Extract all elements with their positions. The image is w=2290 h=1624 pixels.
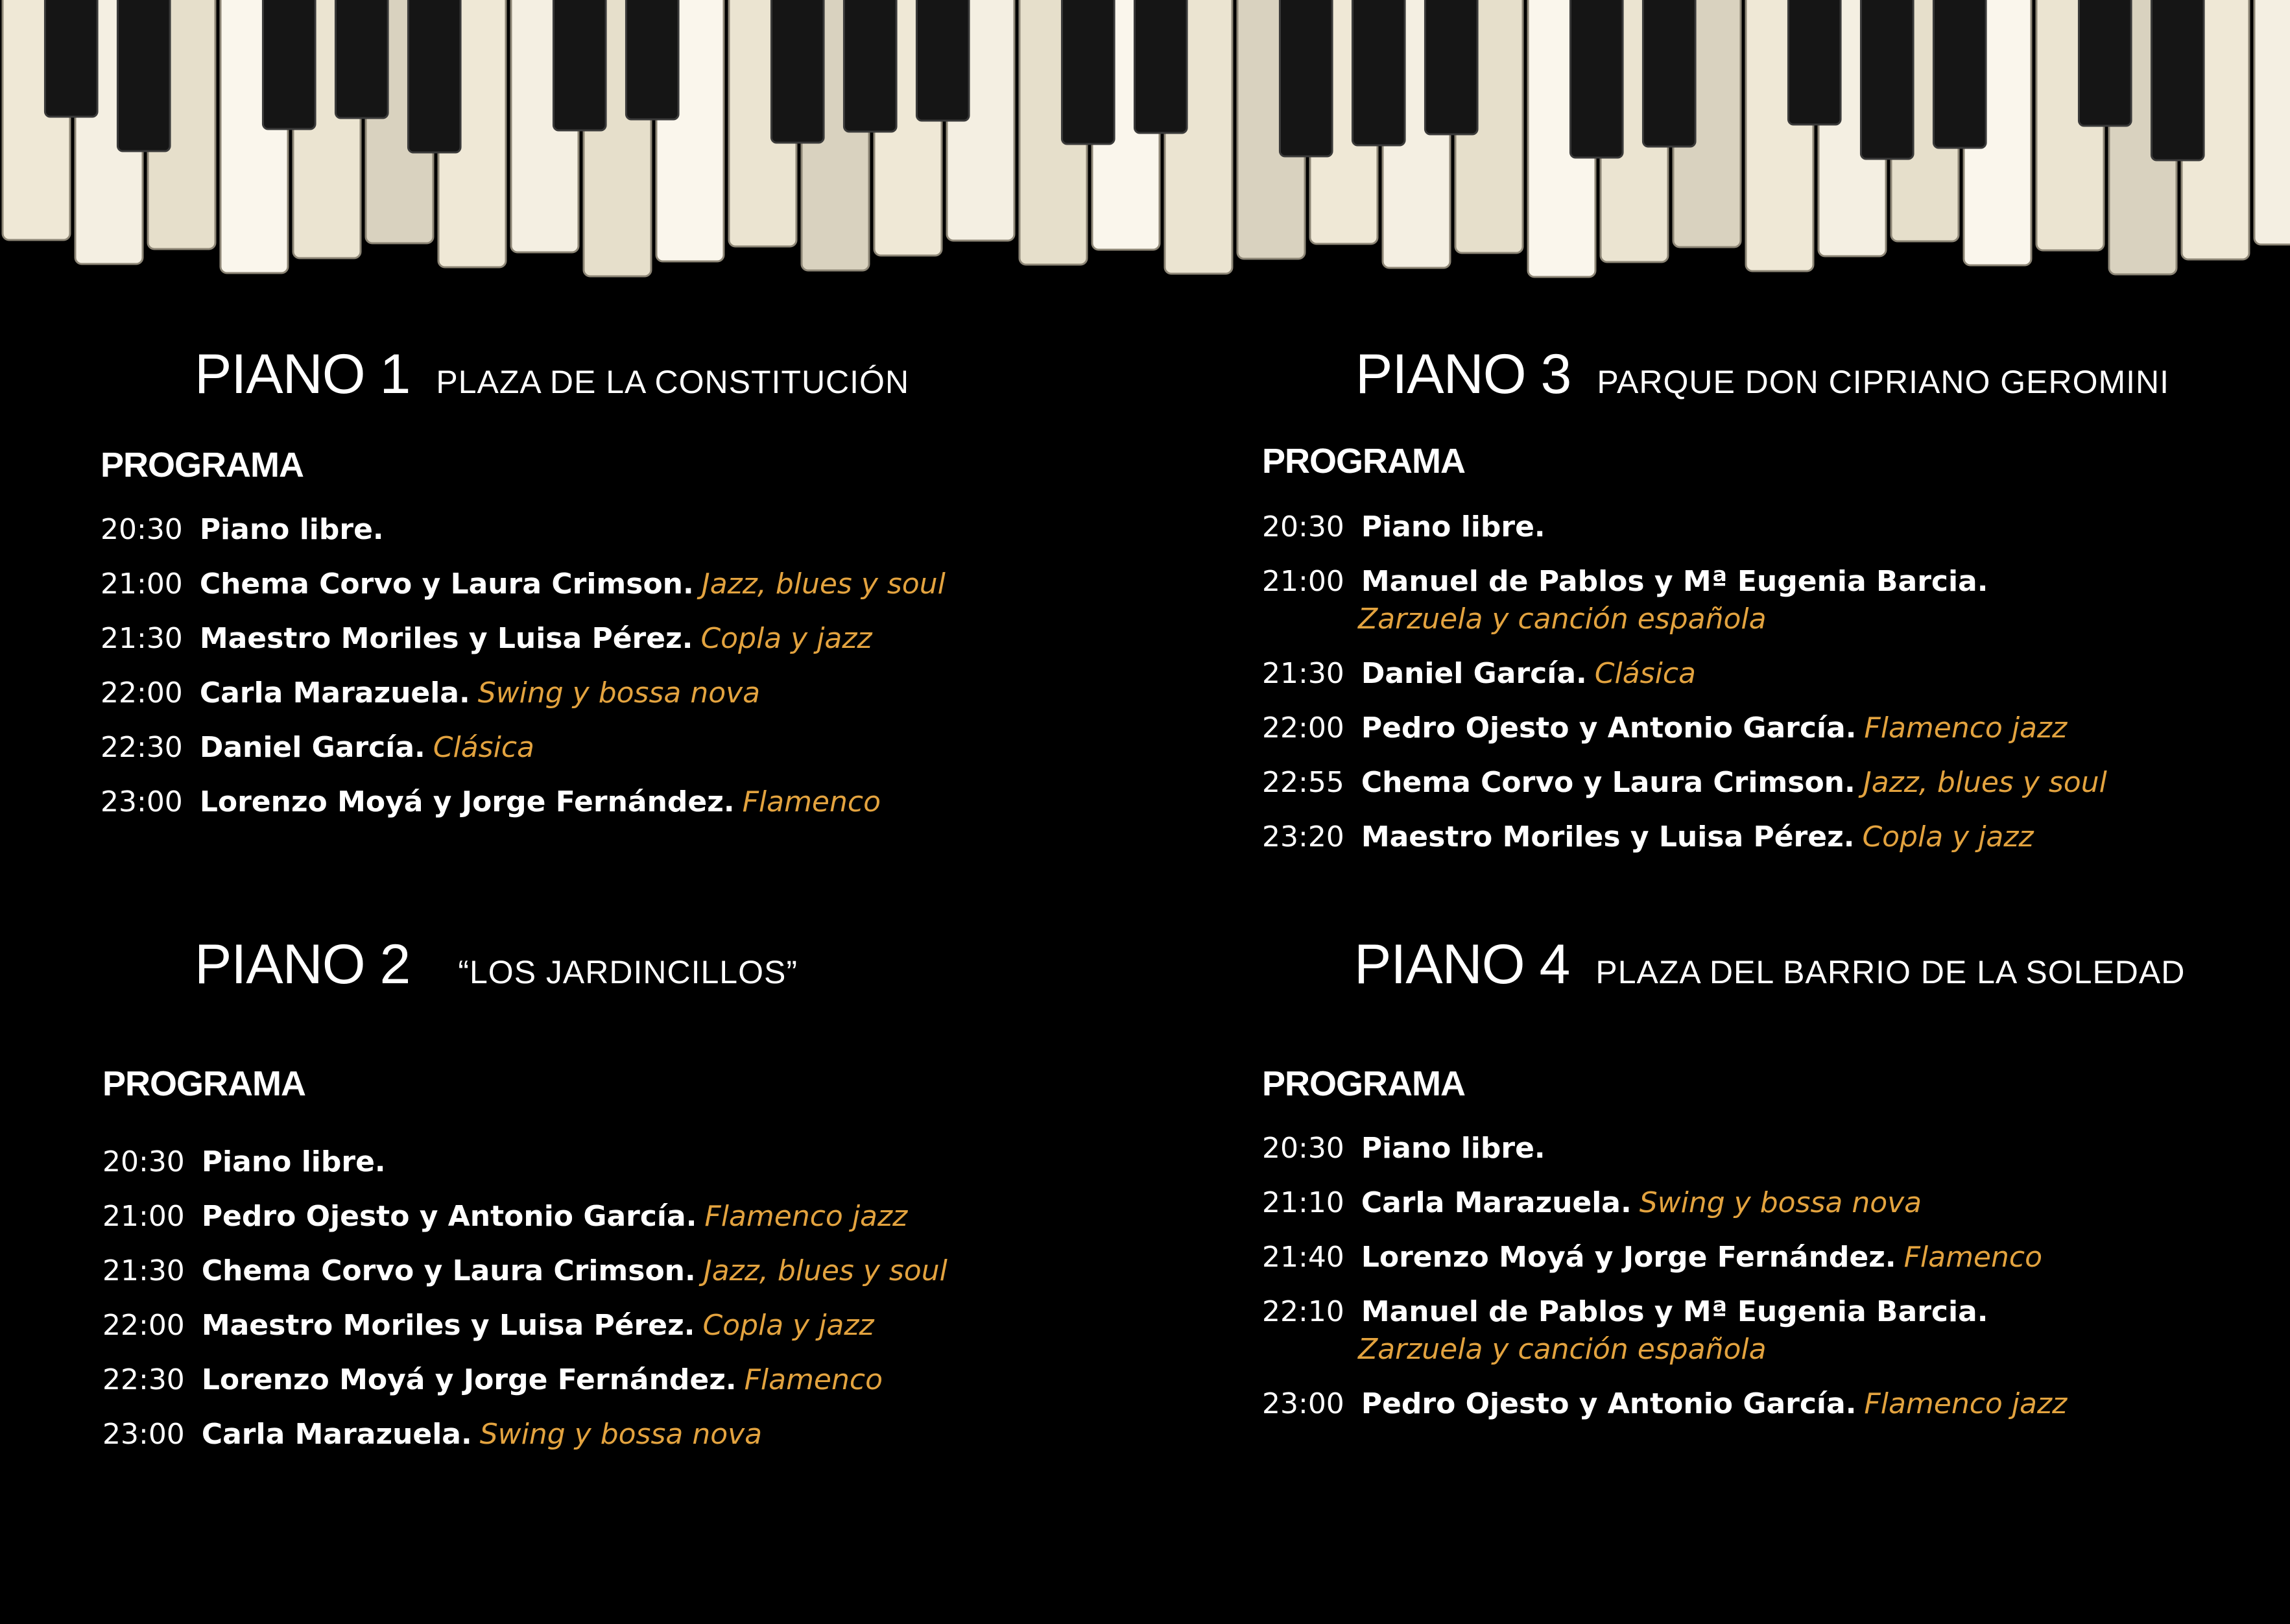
schedule-row (1262, 563, 2107, 638)
genre-label: Swing y bossa nova (477, 676, 761, 710)
genre-label: Copla y jazz (1862, 820, 2034, 854)
time-slot: 22:00 (102, 1309, 185, 1342)
black-key (1352, 0, 1405, 145)
performer-name: Pedro Ojesto y Antonio García. (201, 1200, 697, 1233)
piano-2-program-label: PROGRAMA (102, 1064, 305, 1103)
time-slot: 20:30 (102, 1145, 185, 1178)
performer-name: Lorenzo Moyá y Jorge Fernández. (201, 1363, 737, 1396)
piano-1-location: PLAZA DE LA CONSTITUCIÓN (436, 364, 910, 400)
piano-2-location: “LOS JARDINCILLOS” (458, 954, 798, 990)
black-key (1788, 0, 1841, 125)
black-key (844, 0, 896, 132)
genre-label: Jazz, blues y soul (701, 567, 946, 601)
genre-label: Flamenco (1903, 1241, 2043, 1274)
time-slot: 23:00 (101, 785, 183, 818)
time-slot: 22:30 (101, 731, 183, 764)
black-key (1861, 0, 1913, 159)
schedule-row (1262, 508, 2107, 546)
black-key (1643, 0, 1695, 147)
piano-2-title: PIANO 2 (195, 933, 411, 996)
performer-name: Lorenzo Moyá y Jorge Fernández. (199, 785, 735, 818)
performer-name: Pedro Ojesto y Antonio García. (1361, 711, 1857, 745)
piano-2-schedule (102, 1143, 948, 1470)
genre-label: Swing y bossa nova (479, 1418, 763, 1451)
performer-name: Maestro Moriles y Luisa Pérez. (201, 1309, 695, 1342)
black-key (2079, 0, 2131, 126)
genre-label: Clásica (1594, 657, 1696, 690)
schedule-row (102, 1307, 948, 1344)
black-key (1425, 0, 1477, 134)
time-slot: 21:30 (101, 622, 183, 655)
black-key (263, 0, 315, 129)
black-key (916, 0, 969, 121)
time-slot: 21:40 (1262, 1241, 1344, 1274)
genre-label: Flamenco jazz (1864, 1387, 2068, 1420)
performer-name: Piano libre. (1361, 510, 1545, 543)
time-slot: 21:00 (1262, 565, 1344, 598)
schedule-row (1262, 1239, 2067, 1276)
performer-name: Piano libre. (1361, 1132, 1545, 1165)
schedule-row (1262, 1184, 2067, 1222)
performer-name: Carla Marazuela. (199, 676, 470, 710)
piano-1-program-label: PROGRAMA (101, 446, 304, 484)
schedule-row (1262, 655, 2107, 693)
performer-name: Piano libre. (199, 513, 384, 546)
performer-name: Carla Marazuela. (201, 1418, 472, 1451)
time-slot: 22:00 (1262, 711, 1344, 745)
black-key (1280, 0, 1332, 156)
schedule-row (101, 675, 946, 712)
genre-label: Flamenco (744, 1363, 883, 1396)
performer-name: Piano libre. (201, 1145, 386, 1178)
schedule-row (101, 729, 946, 767)
genre-label: Flamenco jazz (1864, 711, 2068, 745)
black-key (771, 0, 824, 143)
black-key (1134, 0, 1187, 133)
time-slot: 22:00 (101, 676, 183, 710)
genre-label: Zarzuela y canción española (1358, 603, 1767, 636)
white-key (2254, 0, 2290, 245)
performer-name: Pedro Ojesto y Antonio García. (1361, 1387, 1857, 1420)
black-key (408, 0, 460, 152)
piano-4-schedule (1262, 1130, 2067, 1440)
time-slot: 23:00 (102, 1418, 185, 1451)
black-key (1570, 0, 1623, 158)
performer-name: Maestro Moriles y Luisa Pérez. (1361, 820, 1855, 854)
schedule-row (102, 1416, 948, 1453)
time-slot: 20:30 (1262, 510, 1344, 543)
genre-label: Clásica (433, 731, 534, 764)
piano-1-schedule (101, 511, 946, 838)
schedule-row (101, 566, 946, 603)
performer-name: Chema Corvo y Laura Crimson. (201, 1254, 696, 1287)
time-slot: 21:30 (1262, 657, 1344, 690)
schedule-row (1262, 764, 2107, 802)
time-slot: 20:30 (1262, 1132, 1344, 1165)
black-key (2151, 0, 2204, 160)
piano-1-title: PIANO 1 (195, 343, 411, 405)
black-key (553, 0, 606, 130)
schedule-row (1262, 1130, 2067, 1167)
time-slot: 22:10 (1262, 1295, 1344, 1328)
performer-name: Chema Corvo y Laura Crimson. (1361, 766, 1855, 799)
performer-name: Lorenzo Moyá y Jorge Fernández. (1361, 1241, 1896, 1274)
piano-keys-banner (0, 0, 2290, 298)
piano-4-location: PLAZA DEL BARRIO DE LA SOLEDAD (1595, 954, 2186, 990)
time-slot: 21:00 (101, 567, 183, 601)
schedule-row (102, 1361, 948, 1399)
time-slot: 21:00 (102, 1200, 185, 1233)
genre-label: Copla y jazz (700, 622, 872, 655)
black-key (45, 0, 97, 117)
performer-name: Manuel de Pablos y Mª Eugenia Barcia. (1361, 1295, 1988, 1328)
piano-4-program-label: PROGRAMA (1262, 1064, 1465, 1103)
piano-3-title: PIANO 3 (1355, 343, 1571, 405)
piano-3-schedule (1262, 508, 2107, 873)
schedule-row (101, 511, 946, 549)
black-key (626, 0, 678, 119)
piano-3-location: PARQUE DON CIPRIANO GEROMINI (1597, 364, 2170, 400)
genre-label: Copla y jazz (702, 1309, 874, 1342)
schedule-row (101, 620, 946, 658)
time-slot: 21:10 (1262, 1186, 1344, 1219)
genre-label: Jazz, blues y soul (1863, 766, 2107, 799)
genre-label: Flamenco (742, 785, 881, 818)
schedule-row (101, 783, 946, 821)
piano-4-title: PIANO 4 (1354, 933, 1570, 996)
time-slot: 22:30 (102, 1363, 185, 1396)
time-slot: 23:00 (1262, 1387, 1344, 1420)
time-slot: 20:30 (101, 513, 183, 546)
schedule-row (102, 1198, 948, 1236)
schedule-row (102, 1252, 948, 1290)
genre-label: Jazz, blues y soul (703, 1254, 948, 1287)
time-slot: 22:55 (1262, 766, 1344, 799)
genre-label: Zarzuela y canción española (1358, 1333, 1767, 1366)
schedule-row (1262, 710, 2107, 747)
performer-name: Daniel García. (1361, 657, 1587, 690)
performer-name: Carla Marazuela. (1361, 1186, 1632, 1219)
piano-3-program-label: PROGRAMA (1262, 442, 1465, 481)
schedule-row (1262, 1293, 2067, 1368)
schedule-row (102, 1143, 948, 1181)
performer-name: Daniel García. (199, 731, 425, 764)
genre-label: Swing y bossa nova (1639, 1186, 1922, 1219)
genre-label: Flamenco jazz (704, 1200, 908, 1233)
performer-name: Manuel de Pablos y Mª Eugenia Barcia. (1361, 565, 1988, 598)
black-key (1062, 0, 1114, 144)
schedule-row (1262, 1385, 2067, 1423)
black-key (117, 0, 170, 151)
schedule-row (1262, 818, 2107, 856)
black-key (335, 0, 388, 118)
black-key (1933, 0, 1986, 148)
time-slot: 23:20 (1262, 820, 1344, 854)
time-slot: 21:30 (102, 1254, 185, 1287)
performer-name: Chema Corvo y Laura Crimson. (199, 567, 694, 601)
performer-name: Maestro Moriles y Luisa Pérez. (199, 622, 693, 655)
